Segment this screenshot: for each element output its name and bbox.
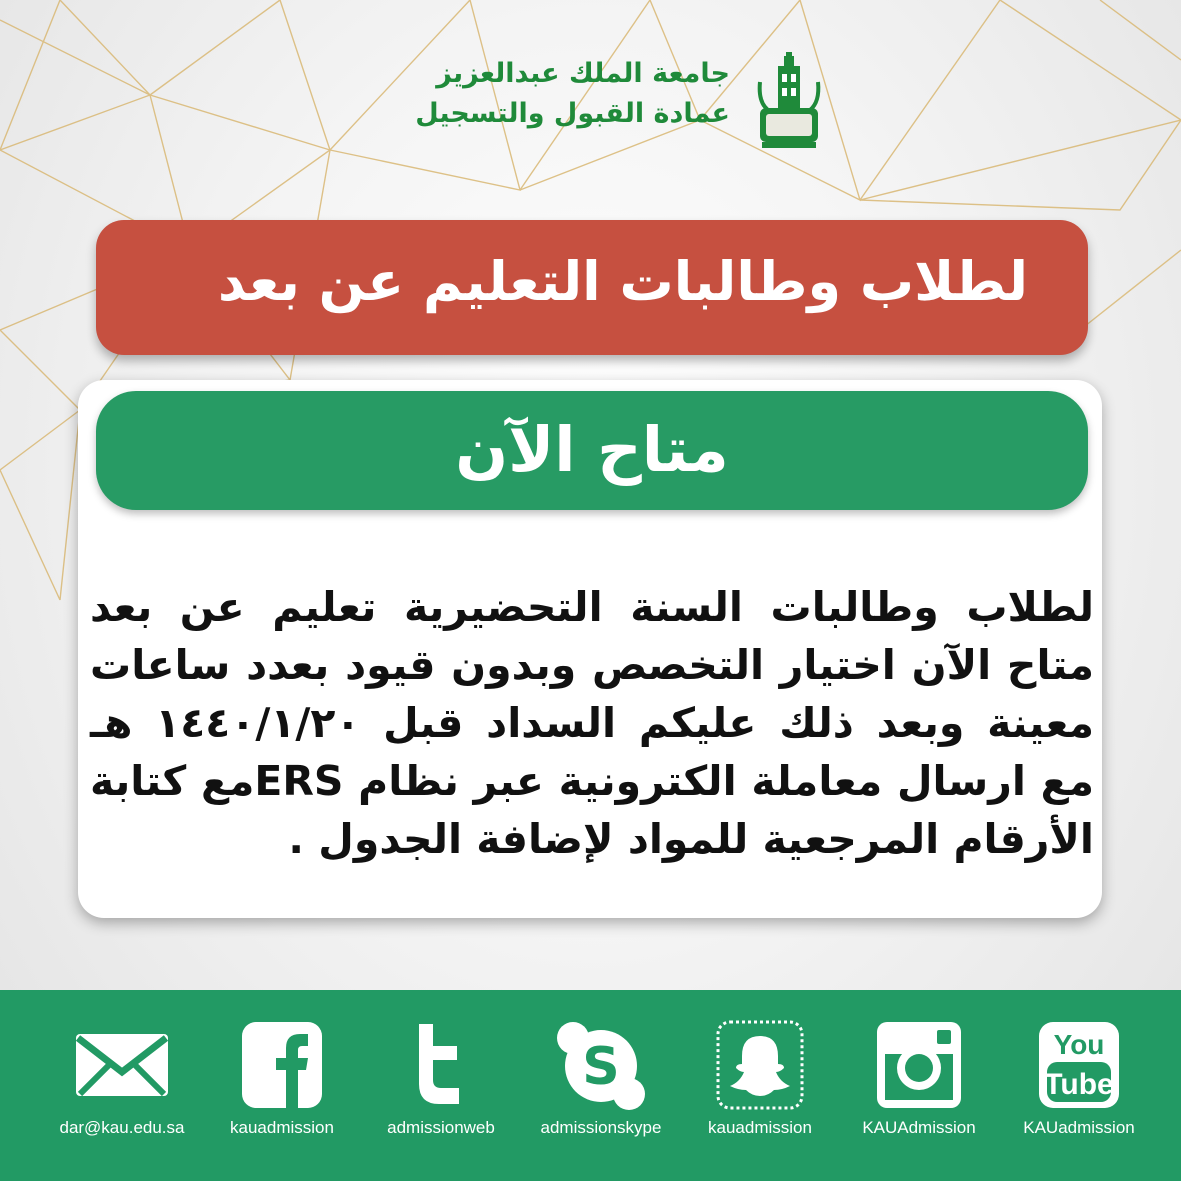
skype-handle: admissionskype (540, 1118, 662, 1137)
facebook-icon (234, 1020, 330, 1110)
announcement-line: مع ارسال معاملة الكترونية عبر نظام ERSمع كتابة (90, 757, 1094, 805)
svg-text:S: S (582, 1037, 620, 1097)
deanship-name: عمادة القبول والتسجيل (415, 98, 730, 129)
email-contact[interactable] (42, 1020, 202, 1138)
facebook-handle: kauadmission (230, 1118, 334, 1137)
contact-footer (0, 990, 1181, 1181)
facebook-contact[interactable] (202, 1020, 362, 1138)
audience-banner (96, 220, 1088, 355)
announcement-line: متاح الآن اختيار التخصص وبدون قيود بعدد ساعات (90, 641, 1094, 689)
announcement-line: الأرقام المرجعية للمواد لإضافة الجدول . (288, 815, 1094, 863)
twitter-contact[interactable] (361, 1020, 521, 1138)
twitter-handle: admissionweb (387, 1118, 495, 1137)
skype-icon (553, 1020, 649, 1110)
instagram-contact[interactable] (839, 1020, 999, 1138)
university-logo (748, 52, 830, 150)
youtube-logo-top: You (1053, 1029, 1105, 1060)
email-icon (74, 1020, 170, 1110)
youtube-handle: KAUadmission (1023, 1118, 1135, 1137)
instagram-icon (871, 1020, 967, 1110)
status-banner-text: متاح الآن (455, 413, 729, 486)
youtube-icon (1031, 1020, 1127, 1110)
youtube-logo-bottom: Tube (1044, 1068, 1114, 1101)
announcement-text (90, 578, 1094, 868)
snapchat-contact[interactable] (680, 1020, 840, 1138)
university-name: جامعة الملك عبدالعزيز (436, 58, 730, 89)
snapchat-handle: kauadmission (708, 1118, 812, 1137)
snapchat-icon (712, 1020, 808, 1110)
youtube-contact[interactable] (999, 1020, 1159, 1138)
instagram-handle: KAUAdmission (862, 1118, 976, 1137)
status-banner (96, 391, 1088, 510)
skype-contact[interactable] (521, 1020, 681, 1138)
announcement-line: معينة وبعد ذلك عليكم السداد قبل ١٤٤٠/١/٢٠ هـ (90, 699, 1094, 747)
email-handle: dar@kau.edu.sa (59, 1118, 185, 1137)
announcement-line: لطلاب وطالبات السنة التحضيرية تعليم عن بعد (90, 583, 1094, 631)
audience-banner-text: لطلاب وطالبات التعليم عن بعد (217, 250, 1028, 313)
header (360, 52, 840, 152)
twitter-icon (393, 1020, 489, 1110)
